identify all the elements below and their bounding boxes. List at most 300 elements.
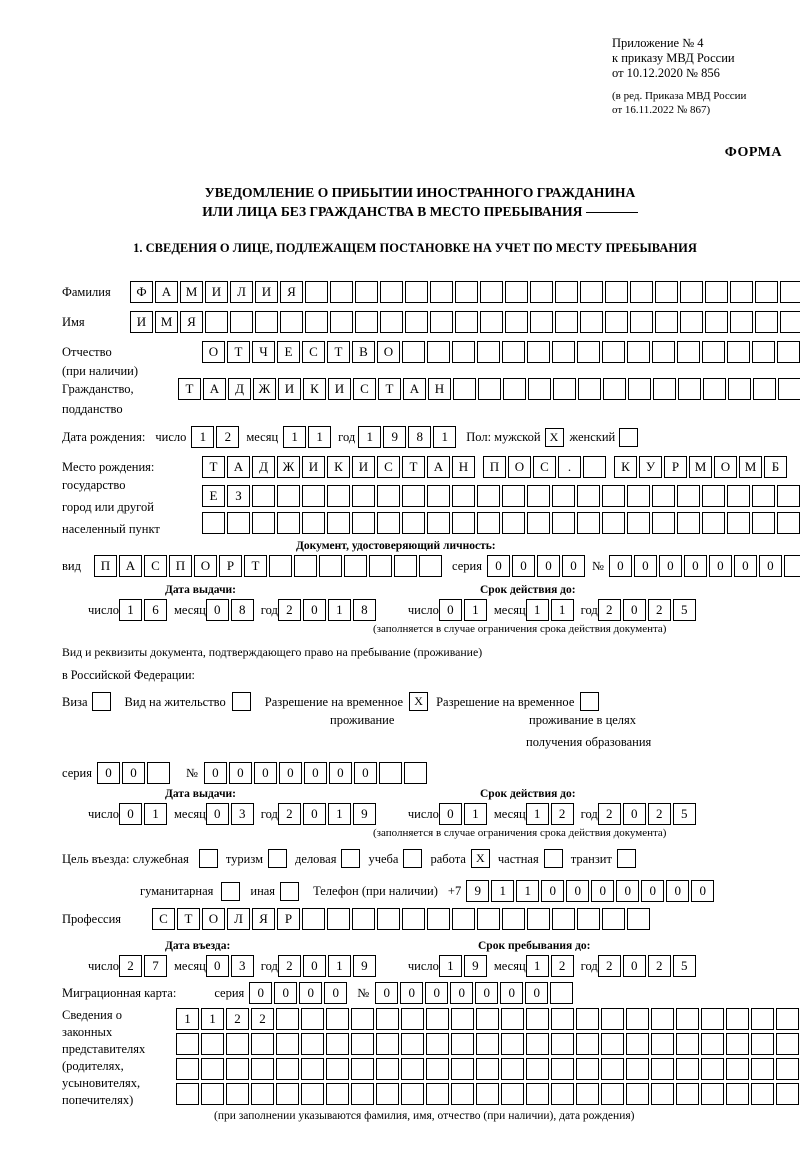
char-cell[interactable] xyxy=(630,311,653,333)
char-cell[interactable]: А xyxy=(155,281,178,303)
char-cell[interactable] xyxy=(530,311,553,333)
permit-number-input[interactable] xyxy=(204,762,429,784)
char-cell[interactable] xyxy=(752,512,775,534)
char-cell[interactable] xyxy=(601,1033,624,1055)
char-cell[interactable]: 2 xyxy=(648,803,671,825)
char-cell[interactable]: 0 xyxy=(279,762,302,784)
char-cell[interactable] xyxy=(419,555,442,577)
char-cell[interactable] xyxy=(430,281,453,303)
char-cell[interactable] xyxy=(477,512,500,534)
char-cell[interactable] xyxy=(677,485,700,507)
char-cell[interactable] xyxy=(226,1083,249,1105)
char-cell[interactable] xyxy=(251,1033,274,1055)
char-cell[interactable]: С xyxy=(377,456,400,478)
char-cell[interactable]: 8 xyxy=(353,599,376,621)
legal-rep-input-line-1[interactable] xyxy=(176,1008,800,1030)
char-cell[interactable] xyxy=(601,1058,624,1080)
permit-series-input[interactable] xyxy=(97,762,172,784)
char-cell[interactable] xyxy=(430,311,453,333)
char-cell[interactable] xyxy=(726,1083,749,1105)
char-cell[interactable]: 0 xyxy=(487,555,510,577)
char-cell[interactable]: 0 xyxy=(475,982,498,1004)
char-cell[interactable] xyxy=(226,1033,249,1055)
char-cell[interactable]: 1 xyxy=(144,803,167,825)
char-cell[interactable]: 0 xyxy=(400,982,423,1004)
char-cell[interactable] xyxy=(176,1058,199,1080)
char-cell[interactable] xyxy=(784,555,800,577)
char-cell[interactable]: М xyxy=(689,456,712,478)
char-cell[interactable] xyxy=(626,1083,649,1105)
char-cell[interactable] xyxy=(701,1008,724,1030)
char-cell[interactable]: 0 xyxy=(623,803,646,825)
char-cell[interactable] xyxy=(680,281,703,303)
char-cell[interactable] xyxy=(726,1058,749,1080)
char-cell[interactable]: 0 xyxy=(512,555,535,577)
char-cell[interactable] xyxy=(351,1033,374,1055)
char-cell[interactable] xyxy=(351,1083,374,1105)
char-cell[interactable] xyxy=(401,1083,424,1105)
char-cell[interactable]: 0 xyxy=(303,599,326,621)
char-cell[interactable] xyxy=(276,1008,299,1030)
char-cell[interactable]: Т xyxy=(178,378,201,400)
char-cell[interactable] xyxy=(376,1008,399,1030)
char-cell[interactable]: . xyxy=(558,456,581,478)
char-cell[interactable] xyxy=(605,311,628,333)
surname-input[interactable] xyxy=(130,281,800,303)
char-cell[interactable] xyxy=(583,456,606,478)
char-cell[interactable] xyxy=(652,512,675,534)
char-cell[interactable] xyxy=(752,485,775,507)
char-cell[interactable] xyxy=(677,341,700,363)
char-cell[interactable]: 2 xyxy=(551,955,574,977)
char-cell[interactable] xyxy=(355,281,378,303)
char-cell[interactable] xyxy=(751,1083,774,1105)
char-cell[interactable]: А xyxy=(227,456,250,478)
char-cell[interactable] xyxy=(280,311,303,333)
char-cell[interactable] xyxy=(147,762,170,784)
char-cell[interactable] xyxy=(452,512,475,534)
char-cell[interactable] xyxy=(476,1033,499,1055)
char-cell[interactable] xyxy=(301,1058,324,1080)
char-cell[interactable] xyxy=(301,1008,324,1030)
char-cell[interactable] xyxy=(201,1083,224,1105)
char-cell[interactable] xyxy=(401,1033,424,1055)
char-cell[interactable] xyxy=(776,1058,799,1080)
birth-year-input[interactable] xyxy=(358,426,458,448)
char-cell[interactable] xyxy=(655,311,678,333)
char-cell[interactable]: И xyxy=(255,281,278,303)
char-cell[interactable] xyxy=(551,1058,574,1080)
char-cell[interactable] xyxy=(327,512,350,534)
char-cell[interactable] xyxy=(478,378,501,400)
char-cell[interactable] xyxy=(552,908,575,930)
char-cell[interactable] xyxy=(502,485,525,507)
char-cell[interactable] xyxy=(555,311,578,333)
id-issue-day-input[interactable] xyxy=(119,599,169,621)
char-cell[interactable] xyxy=(319,555,342,577)
char-cell[interactable]: 1 xyxy=(283,426,306,448)
char-cell[interactable] xyxy=(555,281,578,303)
char-cell[interactable] xyxy=(404,762,427,784)
char-cell[interactable]: О xyxy=(194,555,217,577)
char-cell[interactable]: 1 xyxy=(328,599,351,621)
migration-series-input[interactable] xyxy=(249,982,349,1004)
char-cell[interactable] xyxy=(777,485,800,507)
permit-valid-year-input[interactable] xyxy=(598,803,698,825)
char-cell[interactable]: Д xyxy=(228,378,251,400)
char-cell[interactable] xyxy=(776,1008,799,1030)
char-cell[interactable] xyxy=(355,311,378,333)
char-cell[interactable] xyxy=(402,341,425,363)
char-cell[interactable] xyxy=(530,281,553,303)
char-cell[interactable]: 1 xyxy=(176,1008,199,1030)
birth-day-input[interactable] xyxy=(191,426,241,448)
char-cell[interactable] xyxy=(326,1058,349,1080)
char-cell[interactable] xyxy=(202,512,225,534)
char-cell[interactable] xyxy=(251,1083,274,1105)
purpose-business-checkbox[interactable] xyxy=(341,849,360,868)
char-cell[interactable] xyxy=(305,311,328,333)
char-cell[interactable] xyxy=(602,341,625,363)
char-cell[interactable] xyxy=(755,311,778,333)
char-cell[interactable]: Л xyxy=(227,908,250,930)
char-cell[interactable]: И xyxy=(352,456,375,478)
patronymic-input[interactable] xyxy=(202,341,800,363)
char-cell[interactable] xyxy=(701,1083,724,1105)
char-cell[interactable] xyxy=(653,378,676,400)
migration-number-input[interactable] xyxy=(375,982,575,1004)
char-cell[interactable] xyxy=(501,1008,524,1030)
char-cell[interactable] xyxy=(327,485,350,507)
char-cell[interactable] xyxy=(277,485,300,507)
char-cell[interactable]: 0 xyxy=(119,803,142,825)
char-cell[interactable] xyxy=(452,908,475,930)
char-cell[interactable] xyxy=(351,1008,374,1030)
char-cell[interactable]: 1 xyxy=(464,803,487,825)
char-cell[interactable]: 2 xyxy=(648,955,671,977)
char-cell[interactable] xyxy=(326,1008,349,1030)
char-cell[interactable]: Ж xyxy=(253,378,276,400)
char-cell[interactable]: 8 xyxy=(408,426,431,448)
char-cell[interactable] xyxy=(503,378,526,400)
char-cell[interactable] xyxy=(627,341,650,363)
char-cell[interactable]: Е xyxy=(277,341,300,363)
char-cell[interactable] xyxy=(776,1033,799,1055)
char-cell[interactable]: Д xyxy=(252,456,275,478)
char-cell[interactable]: 0 xyxy=(525,982,548,1004)
char-cell[interactable] xyxy=(276,1033,299,1055)
char-cell[interactable]: Т xyxy=(402,456,425,478)
name-input[interactable] xyxy=(130,311,800,333)
char-cell[interactable]: 0 xyxy=(541,880,564,902)
char-cell[interactable] xyxy=(451,1033,474,1055)
char-cell[interactable] xyxy=(453,378,476,400)
char-cell[interactable] xyxy=(526,1033,549,1055)
char-cell[interactable] xyxy=(451,1083,474,1105)
char-cell[interactable] xyxy=(376,1058,399,1080)
char-cell[interactable] xyxy=(526,1008,549,1030)
char-cell[interactable] xyxy=(276,1083,299,1105)
char-cell[interactable] xyxy=(676,1008,699,1030)
entry-month-input[interactable] xyxy=(206,955,256,977)
char-cell[interactable] xyxy=(527,341,550,363)
char-cell[interactable] xyxy=(252,485,275,507)
char-cell[interactable] xyxy=(577,908,600,930)
char-cell[interactable]: 0 xyxy=(537,555,560,577)
char-cell[interactable] xyxy=(777,512,800,534)
char-cell[interactable]: 0 xyxy=(591,880,614,902)
char-cell[interactable]: 5 xyxy=(673,599,696,621)
char-cell[interactable] xyxy=(630,281,653,303)
char-cell[interactable]: Т xyxy=(227,341,250,363)
char-cell[interactable]: 0 xyxy=(304,762,327,784)
char-cell[interactable]: 0 xyxy=(354,762,377,784)
char-cell[interactable] xyxy=(576,1058,599,1080)
char-cell[interactable]: 1 xyxy=(526,955,549,977)
char-cell[interactable] xyxy=(480,311,503,333)
id-issue-month-input[interactable] xyxy=(206,599,256,621)
legal-rep-input-line-4[interactable] xyxy=(176,1083,800,1105)
char-cell[interactable]: И xyxy=(205,281,228,303)
char-cell[interactable]: 2 xyxy=(251,1008,274,1030)
char-cell[interactable] xyxy=(477,341,500,363)
char-cell[interactable]: Н xyxy=(452,456,475,478)
char-cell[interactable] xyxy=(476,1058,499,1080)
legal-rep-input-line-3[interactable] xyxy=(176,1058,800,1080)
char-cell[interactable] xyxy=(405,281,428,303)
char-cell[interactable]: 0 xyxy=(299,982,322,1004)
char-cell[interactable] xyxy=(651,1033,674,1055)
char-cell[interactable] xyxy=(702,485,725,507)
char-cell[interactable]: 0 xyxy=(425,982,448,1004)
char-cell[interactable] xyxy=(379,762,402,784)
char-cell[interactable] xyxy=(455,281,478,303)
char-cell[interactable]: 1 xyxy=(491,880,514,902)
char-cell[interactable] xyxy=(730,281,753,303)
char-cell[interactable] xyxy=(551,1083,574,1105)
char-cell[interactable]: 2 xyxy=(648,599,671,621)
char-cell[interactable]: А xyxy=(119,555,142,577)
char-cell[interactable] xyxy=(602,512,625,534)
char-cell[interactable] xyxy=(301,1033,324,1055)
char-cell[interactable] xyxy=(627,908,650,930)
char-cell[interactable]: 9 xyxy=(383,426,406,448)
char-cell[interactable]: О xyxy=(377,341,400,363)
char-cell[interactable] xyxy=(351,1058,374,1080)
char-cell[interactable]: 3 xyxy=(231,803,254,825)
char-cell[interactable] xyxy=(601,1083,624,1105)
char-cell[interactable] xyxy=(626,1008,649,1030)
char-cell[interactable] xyxy=(728,378,751,400)
char-cell[interactable] xyxy=(476,1008,499,1030)
char-cell[interactable]: В xyxy=(352,341,375,363)
char-cell[interactable] xyxy=(477,485,500,507)
char-cell[interactable] xyxy=(394,555,417,577)
char-cell[interactable]: К xyxy=(614,456,637,478)
char-cell[interactable] xyxy=(294,555,317,577)
stay-day-input[interactable] xyxy=(439,955,489,977)
permit-valid-month-input[interactable] xyxy=(526,803,576,825)
birth-month-input[interactable] xyxy=(283,426,333,448)
char-cell[interactable] xyxy=(651,1083,674,1105)
char-cell[interactable]: 9 xyxy=(466,880,489,902)
char-cell[interactable]: П xyxy=(94,555,117,577)
char-cell[interactable]: 0 xyxy=(329,762,352,784)
char-cell[interactable] xyxy=(369,555,392,577)
char-cell[interactable] xyxy=(730,311,753,333)
char-cell[interactable]: Б xyxy=(764,456,787,478)
char-cell[interactable]: Н xyxy=(428,378,451,400)
char-cell[interactable]: 0 xyxy=(562,555,585,577)
char-cell[interactable]: 0 xyxy=(500,982,523,1004)
char-cell[interactable] xyxy=(576,1008,599,1030)
char-cell[interactable]: 2 xyxy=(119,955,142,977)
char-cell[interactable]: 1 xyxy=(516,880,539,902)
char-cell[interactable] xyxy=(680,311,703,333)
char-cell[interactable]: Т xyxy=(177,908,200,930)
char-cell[interactable] xyxy=(426,1008,449,1030)
char-cell[interactable]: О xyxy=(202,341,225,363)
char-cell[interactable] xyxy=(376,1033,399,1055)
char-cell[interactable] xyxy=(528,378,551,400)
phone-input[interactable] xyxy=(466,880,716,902)
char-cell[interactable] xyxy=(627,512,650,534)
char-cell[interactable] xyxy=(330,281,353,303)
char-cell[interactable]: 9 xyxy=(464,955,487,977)
char-cell[interactable]: 1 xyxy=(439,955,462,977)
char-cell[interactable] xyxy=(702,341,725,363)
char-cell[interactable]: 0 xyxy=(666,880,689,902)
char-cell[interactable] xyxy=(377,485,400,507)
char-cell[interactable]: 9 xyxy=(353,803,376,825)
char-cell[interactable]: 1 xyxy=(526,803,549,825)
char-cell[interactable]: 0 xyxy=(759,555,782,577)
char-cell[interactable]: 0 xyxy=(709,555,732,577)
identity-document-number-input[interactable] xyxy=(609,555,800,577)
char-cell[interactable] xyxy=(776,1083,799,1105)
char-cell[interactable] xyxy=(352,512,375,534)
char-cell[interactable] xyxy=(676,1033,699,1055)
char-cell[interactable] xyxy=(577,512,600,534)
char-cell[interactable] xyxy=(527,485,550,507)
char-cell[interactable] xyxy=(301,1083,324,1105)
char-cell[interactable] xyxy=(580,281,603,303)
char-cell[interactable]: С xyxy=(533,456,556,478)
char-cell[interactable] xyxy=(753,378,776,400)
char-cell[interactable] xyxy=(401,1058,424,1080)
char-cell[interactable]: И xyxy=(130,311,153,333)
char-cell[interactable] xyxy=(380,311,403,333)
char-cell[interactable]: С xyxy=(152,908,175,930)
char-cell[interactable] xyxy=(302,512,325,534)
char-cell[interactable] xyxy=(276,1058,299,1080)
char-cell[interactable]: 0 xyxy=(439,599,462,621)
char-cell[interactable]: Я xyxy=(280,281,303,303)
char-cell[interactable]: И xyxy=(302,456,325,478)
char-cell[interactable] xyxy=(676,1083,699,1105)
char-cell[interactable] xyxy=(277,512,300,534)
char-cell[interactable] xyxy=(427,341,450,363)
char-cell[interactable]: С xyxy=(302,341,325,363)
char-cell[interactable]: 2 xyxy=(278,599,301,621)
char-cell[interactable]: С xyxy=(144,555,167,577)
char-cell[interactable] xyxy=(605,281,628,303)
char-cell[interactable] xyxy=(201,1033,224,1055)
char-cell[interactable]: 1 xyxy=(119,599,142,621)
char-cell[interactable] xyxy=(751,1008,774,1030)
char-cell[interactable] xyxy=(305,281,328,303)
char-cell[interactable]: 1 xyxy=(191,426,214,448)
identity-document-series-input[interactable] xyxy=(487,555,587,577)
birthplace-input-line-3[interactable] xyxy=(202,512,800,534)
char-cell[interactable]: 1 xyxy=(328,803,351,825)
char-cell[interactable]: 0 xyxy=(249,982,272,1004)
char-cell[interactable]: М xyxy=(180,281,203,303)
char-cell[interactable] xyxy=(727,485,750,507)
char-cell[interactable] xyxy=(501,1033,524,1055)
char-cell[interactable]: И xyxy=(278,378,301,400)
char-cell[interactable] xyxy=(701,1058,724,1080)
char-cell[interactable] xyxy=(455,311,478,333)
char-cell[interactable]: 0 xyxy=(634,555,657,577)
char-cell[interactable]: Т xyxy=(202,456,225,478)
char-cell[interactable] xyxy=(176,1033,199,1055)
char-cell[interactable]: 0 xyxy=(450,982,473,1004)
edu-residence-checkbox[interactable] xyxy=(580,692,599,711)
char-cell[interactable] xyxy=(577,341,600,363)
id-valid-month-input[interactable] xyxy=(526,599,576,621)
char-cell[interactable]: Я xyxy=(252,908,275,930)
char-cell[interactable] xyxy=(502,512,525,534)
birthplace-input-line-1[interactable] xyxy=(202,456,789,478)
char-cell[interactable] xyxy=(426,1083,449,1105)
char-cell[interactable] xyxy=(552,485,575,507)
char-cell[interactable] xyxy=(402,512,425,534)
char-cell[interactable] xyxy=(352,485,375,507)
id-valid-day-input[interactable] xyxy=(439,599,489,621)
char-cell[interactable]: 0 xyxy=(303,955,326,977)
char-cell[interactable]: 0 xyxy=(375,982,398,1004)
char-cell[interactable]: 1 xyxy=(328,955,351,977)
char-cell[interactable]: 0 xyxy=(439,803,462,825)
char-cell[interactable]: 2 xyxy=(551,803,574,825)
char-cell[interactable] xyxy=(551,1033,574,1055)
char-cell[interactable]: А xyxy=(403,378,426,400)
char-cell[interactable] xyxy=(780,311,800,333)
char-cell[interactable] xyxy=(552,512,575,534)
char-cell[interactable] xyxy=(755,281,778,303)
stay-year-input[interactable] xyxy=(598,955,698,977)
char-cell[interactable] xyxy=(302,908,325,930)
char-cell[interactable] xyxy=(601,1008,624,1030)
char-cell[interactable] xyxy=(652,485,675,507)
char-cell[interactable]: О xyxy=(508,456,531,478)
sex-female-checkbox[interactable] xyxy=(619,428,638,447)
char-cell[interactable] xyxy=(550,982,573,1004)
char-cell[interactable]: 2 xyxy=(598,955,621,977)
char-cell[interactable]: О xyxy=(714,456,737,478)
char-cell[interactable]: Р xyxy=(664,456,687,478)
char-cell[interactable]: 3 xyxy=(231,955,254,977)
char-cell[interactable] xyxy=(652,341,675,363)
char-cell[interactable] xyxy=(176,1083,199,1105)
char-cell[interactable]: М xyxy=(739,456,762,478)
char-cell[interactable]: 0 xyxy=(97,762,120,784)
char-cell[interactable] xyxy=(627,485,650,507)
char-cell[interactable] xyxy=(376,1083,399,1105)
char-cell[interactable] xyxy=(426,1058,449,1080)
purpose-other-checkbox[interactable] xyxy=(280,882,299,901)
